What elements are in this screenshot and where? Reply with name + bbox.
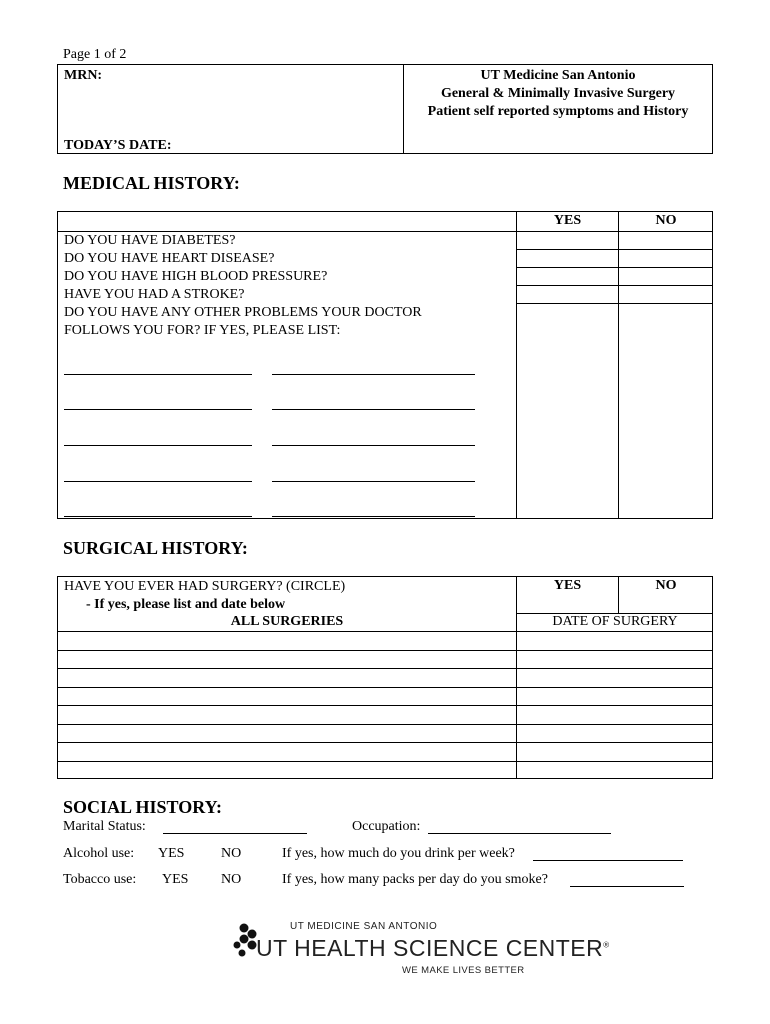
no-col-divider: [618, 212, 619, 518]
header-box: [57, 64, 713, 154]
question-other-problems: DO YOU HAVE ANY OTHER PROBLEMS YOUR DOCTOR: [64, 305, 422, 320]
medical-history-table: [57, 211, 713, 519]
problem-line[interactable]: [272, 445, 475, 446]
problem-line[interactable]: [64, 409, 252, 410]
logo-tagline: WE MAKE LIVES BETTER: [402, 965, 525, 976]
all-surgeries-header: ALL SURGERIES: [230, 614, 344, 629]
page-number: Page 1 of 2: [63, 47, 127, 62]
surgery-question: HAVE YOU EVER HAD SURGERY? (CIRCLE): [64, 579, 346, 594]
yes-col-divider: [516, 212, 517, 518]
problem-line[interactable]: [272, 481, 475, 482]
problem-line[interactable]: [64, 445, 252, 446]
surgery-no-option[interactable]: NO: [655, 578, 677, 593]
organization-block: [404, 67, 712, 121]
marital-status-label: Marital Status:: [63, 819, 146, 834]
org-department: General & Minimally Invasive Surgery: [440, 86, 676, 101]
surgery-yes-option[interactable]: YES: [553, 578, 582, 593]
alcohol-no-option[interactable]: NO: [221, 846, 242, 861]
tobacco-question: If yes, how many packs per day do you smoke?: [282, 872, 548, 887]
alcohol-question: If yes, how much do you drink per week?: [282, 846, 515, 861]
ut-health-logo: [230, 918, 610, 982]
tobacco-yes-option[interactable]: YES: [162, 872, 189, 887]
tobacco-packs-field[interactable]: [570, 873, 684, 887]
question-heart-disease: DO YOU HAVE HEART DISEASE?: [64, 251, 275, 266]
question-stroke: HAVE YOU HAD A STROKE?: [64, 287, 245, 302]
yes-header: YES: [553, 213, 582, 228]
date-of-surgery-header: DATE OF SURGERY: [552, 614, 678, 629]
alcohol-use-label: Alcohol use:: [63, 846, 135, 861]
problem-line[interactable]: [64, 374, 252, 375]
problem-line[interactable]: [272, 516, 475, 517]
problem-line[interactable]: [272, 374, 475, 375]
surgical-history-title: SURGICAL HISTORY:: [63, 538, 248, 558]
question-diabetes: DO YOU HAVE DIABETES?: [64, 233, 236, 248]
surgical-history-table: [57, 576, 713, 779]
alcohol-yes-option[interactable]: YES: [158, 846, 185, 861]
todays-date-label: TODAY’S DATE:: [64, 138, 172, 153]
org-name: UT Medicine San Antonio: [480, 68, 636, 83]
logo-main-text: UT HEALTH SCIENCE CENTER®: [256, 935, 610, 961]
social-history-title: SOCIAL HISTORY:: [63, 797, 222, 817]
occupation-label: Occupation:: [352, 819, 421, 834]
mrn-label: MRN:: [64, 68, 103, 83]
question-blood-pressure: DO YOU HAVE HIGH BLOOD PRESSURE?: [64, 269, 328, 284]
alcohol-amount-field[interactable]: [533, 847, 683, 861]
problem-line[interactable]: [64, 516, 252, 517]
marital-status-field[interactable]: [163, 820, 307, 834]
problem-line[interactable]: [64, 481, 252, 482]
surgery-instruction: - If yes, please list and date below: [86, 597, 286, 612]
tobacco-use-label: Tobacco use:: [63, 872, 137, 887]
tobacco-no-option[interactable]: NO: [221, 872, 242, 887]
medical-history-title: MEDICAL HISTORY:: [63, 173, 240, 193]
form-title: Patient self reported symptoms and History: [427, 104, 689, 119]
question-other-problems-cont: FOLLOWS YOU FOR? IF YES, PLEASE LIST:: [64, 323, 341, 338]
logo-top-text: UT MEDICINE SAN ANTONIO: [290, 921, 438, 932]
occupation-field[interactable]: [428, 820, 611, 834]
problem-line[interactable]: [272, 409, 475, 410]
no-header: NO: [655, 213, 677, 228]
